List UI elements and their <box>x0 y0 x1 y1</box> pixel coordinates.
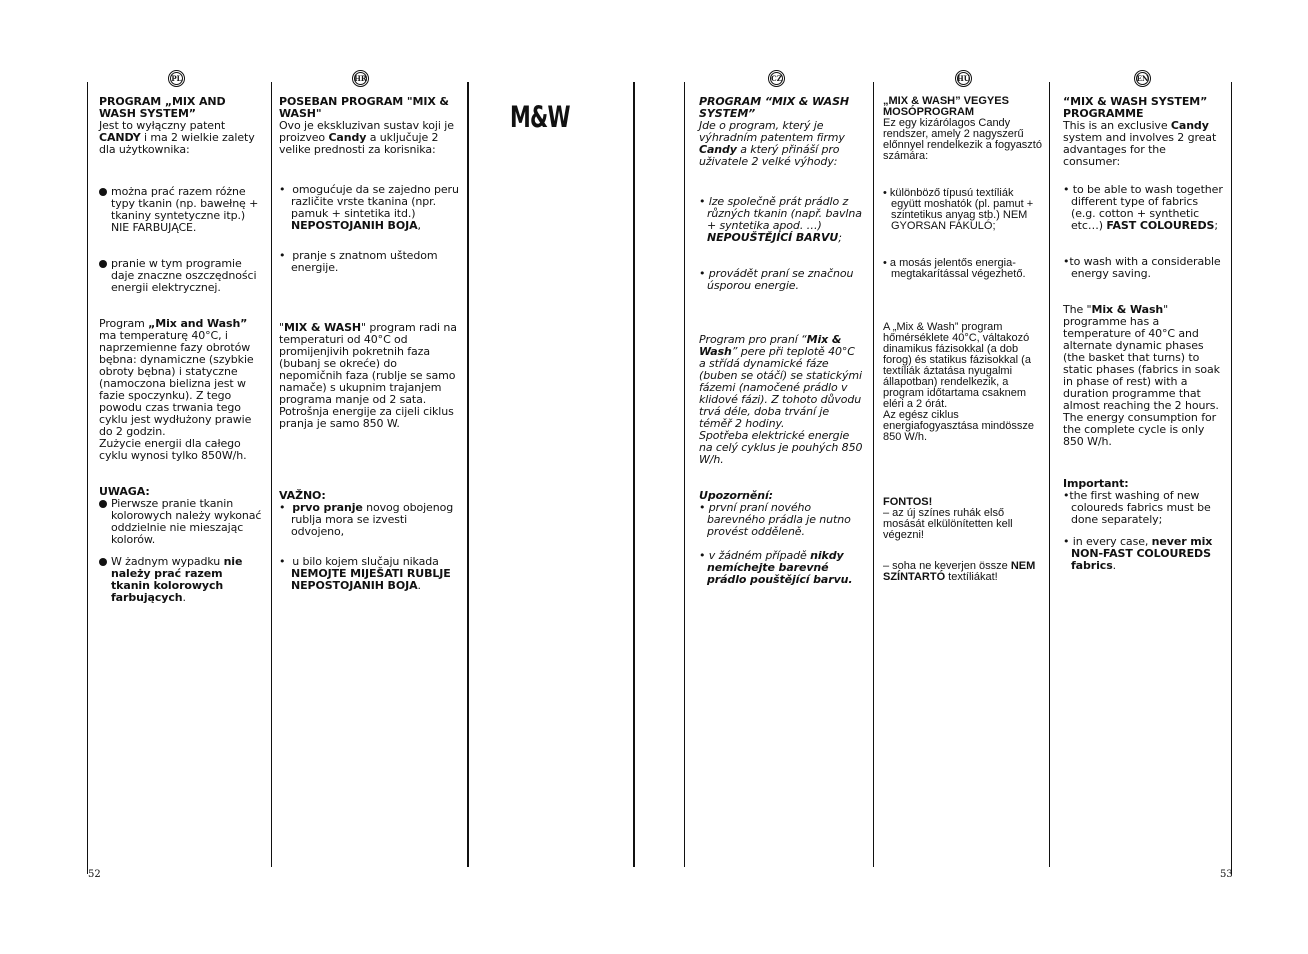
feature-item: • provádět praní se značnou úsporou energie. <box>699 267 854 292</box>
column-divider <box>87 82 88 874</box>
feature-item: •to wash with a considerable energy saving. <box>1063 255 1221 280</box>
column-hr <box>279 96 461 592</box>
feature-item: • lze společně prát prádlo z různých tkanin (např. bavlna + syntetika apod. …) NEPOUŠTĚJÍCÍ BARVU; <box>699 195 862 244</box>
section-title: „MIX & WASH” VEGYES MOSÓPROGRAM <box>883 95 1009 118</box>
section-title: PROGRAM “MIX & WASH SYSTEM” <box>699 95 850 120</box>
mix-wash-logo: M&W <box>510 100 570 134</box>
column-divider <box>467 82 469 867</box>
feature-item: • omogućuje da se zajedno peru različite vrste tkanina (npr. pamuk + sintetika itd.) NEPOSTOJANIH BOJA, <box>279 183 459 232</box>
warning-title: UWAGA: <box>99 485 150 498</box>
intro-text: Jde o program, který je výhradním patentem firmy Candy a který přináší pro uživatele 2 velké výhody: <box>699 119 845 168</box>
warning-title: Important: <box>1063 477 1129 490</box>
column-divider <box>684 82 685 867</box>
feature-item: pranie w tym programie daje znaczne oszczędności energii elektrycznej. <box>99 258 264 294</box>
warning-item: – soha ne keverjen össze NEM SZÍNTARTÓ textíliákat! <box>883 560 1036 583</box>
language-badge-hr: HR <box>352 70 369 87</box>
column-cz <box>699 96 863 586</box>
section-title: PROGRAM „MIX AND WASH SYSTEM” <box>99 95 226 120</box>
intro-text: Jest to wyłączny patent CANDY i ma 2 wielkie zalety dla użytkownika: <box>99 119 255 156</box>
program-description: A „Mix & Wash” program hőmérséklete 40°C, váltakozó dinamikus fázisokkal (a dob forog) és statikus fázisokkal (a textíliák áztatása nyugalmi állapotban) rendelkezik, a program időtartama csaknem eléri a 2 órát. <box>883 321 1031 410</box>
language-badge-pl: PL <box>168 70 185 87</box>
page-number-left: 52 <box>88 869 101 880</box>
column-divider <box>1049 82 1050 867</box>
warning-item: Pierwsze pranie tkanin kolorowych należy wykonać oddzielnie nie mieszając kolorów. <box>99 498 264 546</box>
warning-item: W żadnym wypadku nie należy prać razem tkanin kolorowych farbujących. <box>99 556 264 604</box>
program-description: Program „Mix and Wash” ma temperaturę 40°C, i naprzemienne fazy obrotów bębna: dynamiczne (szybkie obroty bębna) i statyczne (namoczona bielizna jest w fazie spoczynku). Z tego powodu czas trwania tego cyklu jest wydłużony prawie do 2 godzin. <box>99 317 254 438</box>
warning-item: • první praní nového barevného prádla je nutno provést odděleně. <box>699 501 851 538</box>
language-badge-en: EN <box>1134 70 1151 87</box>
program-description: "MIX & WASH" program radi na temperaturi od 40°C od promijenjivih pokretnih faza (bubanj se okreće) do nepomičnih faza (rublje se samo namače) s ukupnim trajanjem programa manje od 2 sata. Potrošnja energije za cijeli ciklus pranja je samo 850 W. <box>279 321 457 430</box>
bullet-icon <box>99 558 107 566</box>
warning-item: • prvo pranje novog obojenog rublja mora se izvesti odvojeno, <box>279 501 454 538</box>
warning-item: • u bilo kojem slučaju nikada NEMOJTE MIJEŠATI RUBLJE NEPOSTOJANIH BOJA. <box>279 555 451 592</box>
warning-title: Upozornění: <box>699 489 773 502</box>
feature-item: można prać razem różne typy tkanin (np. bawełnę + tkaniny syntetyczne itp.) NIE FARBUJĄCE. <box>99 186 264 234</box>
feature-item: • to be able to wash together different type of fabrics (e.g. cotton + synthetic etc…) FAST COLOUREDS; <box>1063 183 1223 232</box>
section-title: “MIX & WASH SYSTEM” PROGRAMME <box>1063 95 1208 120</box>
warning-title: FONTOS! <box>883 496 933 508</box>
column-pl <box>99 96 264 604</box>
warning-item: • v žádném případě nikdy nemíchejte barevné prádlo pouštějící barvu. <box>699 549 853 586</box>
bullet-icon <box>99 188 107 196</box>
section-title: POSEBAN PROGRAM "MIX & WASH" <box>279 95 449 120</box>
feature-item: • különböző típusú textíliák együtt moshatók (pl. pamut + szintetikus anyag stb.) NEM GYORSAN FAKULÓ; <box>883 187 1034 232</box>
energy-consumption: Zużycie energii dla całego cyklu wynosi tylko 850W/h. <box>99 437 247 462</box>
column-divider <box>1231 82 1232 874</box>
language-badge-hu: HU <box>955 70 972 87</box>
column-hu <box>883 96 1043 583</box>
warning-item: • in every case, never mix NON-FAST COLOUREDS fabrics. <box>1063 535 1213 572</box>
column-en <box>1063 96 1225 572</box>
page-number-right: 53 <box>1220 869 1233 880</box>
intro-text: Ez egy kizárólagos Candy rendszer, amely 2 nagyszerű előnnyel rendelkezik a fogyasztó számára: <box>883 117 1042 162</box>
bullet-icon <box>99 500 107 508</box>
energy-consumption: Az egész ciklus energiafogyasztása mindössze 850 W/h. <box>883 409 1035 443</box>
bullet-icon <box>99 260 107 268</box>
column-divider <box>873 82 874 867</box>
program-description: Program pro praní “Mix & Wash” pere při teplotě 40°C a střídá dynamické fáze (buben se otáčí) se statickými fázemi (namočené prádlo v klidové fázi). Z tohoto důvodu trvá déle, doba trvání je téměř 2 hodiny. <box>699 333 862 430</box>
feature-item: • pranje s znatnom uštedom energije. <box>279 249 438 274</box>
warning-title: VAŽNO: <box>279 489 326 502</box>
warning-item: – az új színes ruhák első mosását elkülönítetten kell végezni! <box>883 507 1013 541</box>
page-gutter-divider <box>633 82 635 867</box>
program-description: The "Mix & Wash" programme has a temperature of 40°C and alternate dynamic phases (the basket that turns) to static phases (fabrics in soak in phase of rest) with a duration programme that almost reaching the 2 hours. The energy consumption for the complete cycle is only 850 W/h. <box>1063 303 1220 448</box>
energy-consumption: Spotřeba elektrické energie na celý cyklus je pouhých 850 W/h. <box>699 429 863 466</box>
intro-text: Ovo je ekskluzivan sustav koji je proizveo Candy a uključuje 2 velike prednosti za korisnika: <box>279 119 454 156</box>
warning-item: •the first washing of new coloureds fabrics must be done separately; <box>1063 489 1211 526</box>
language-badge-cz: CZ <box>768 70 785 87</box>
column-divider <box>271 82 272 867</box>
feature-item: • a mosás jelentős energia-megtakarítással végezhető. <box>883 257 1026 280</box>
intro-text: This is an exclusive Candy system and involves 2 great advantages for the consumer: <box>1063 119 1217 168</box>
